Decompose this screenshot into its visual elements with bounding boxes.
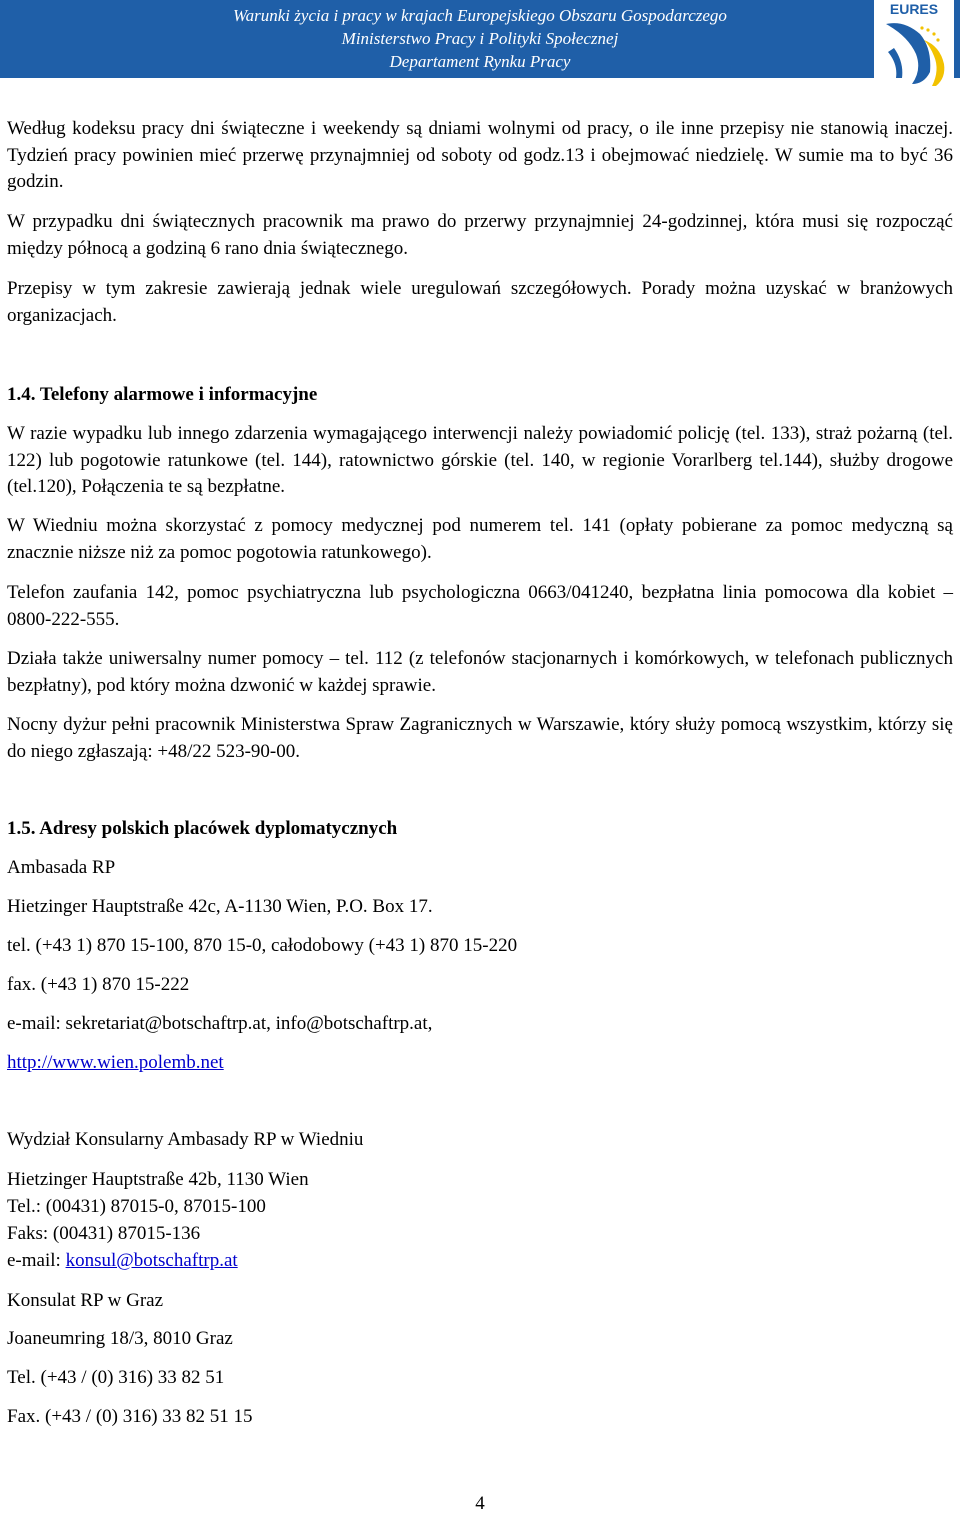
consular-name: Wydział Konsularny Ambasady RP w Wiedniu xyxy=(7,1129,364,1150)
paragraph-emergency-numbers: W razie wypadku lub innego zdarzenia wymagającego interwencji należy powiadomić policję (tel. 133), straż pożarną (tel. 122) lub pogotowie ratunkowe (tel. 144), ratownictwo górskie (tel. 140, w regionie Vorarlberg tel.144), służby drogowe (tel.120), Połączenia te są bezpłatne. xyxy=(7,423,953,497)
page-number: 4 xyxy=(475,1493,485,1514)
paragraph-helplines: Telefon zaufania 142, pomoc psychiatryczna lub psychologiczna 0663/041240, bezpłatna linia pomocowa dla kobiet – 0800-222-555. xyxy=(7,582,953,630)
heading-title: Adresy polskich placówek dyplomatycznych xyxy=(39,818,398,839)
paragraph-holidays: W przypadku dni świątecznych pracownik ma prawo do przerwy przynajmniej 24-godzinnej, która musi się rozpocząć między północą a godziną 6 rano dnia świątecznego. xyxy=(7,211,953,259)
consular-phone: Tel.: (00431) 87015-0, 87015-100 xyxy=(7,1196,266,1217)
heading-number: 1.4. xyxy=(7,384,36,405)
heading-title: Telefony alarmowe i informacyjne xyxy=(39,384,318,405)
consular-email xyxy=(7,1248,238,1274)
embassy-website-link[interactable]: http://www.wien.polemb.net xyxy=(7,1052,224,1073)
header-text xyxy=(170,4,790,73)
consular-fax: Faks: (00431) 87015-136 xyxy=(7,1223,201,1244)
consular-email-label: e-mail: xyxy=(7,1250,66,1271)
heading-section-1-5 xyxy=(7,816,397,842)
embassy-website xyxy=(7,1050,224,1076)
graz-consulate-address: Joaneumring 18/3, 8010 Graz xyxy=(7,1328,233,1349)
page-header xyxy=(0,0,960,78)
paragraph-weekends: Według kodeksu pracy dni świąteczne i weekendy są dniami wolnymi od pracy, o ile inne przepisy nie stanowią inaczej. Tydzień pracy powinien mieć przerwę przynajmniej od soboty od godz.13 i obejmować niedzielę. W sumie ma to być 36 godzin. xyxy=(7,118,953,192)
consular-address: Hietzinger Hauptstraße 42b, 1130 Wien xyxy=(7,1169,309,1190)
paragraph-112: Działa także uniwersalny numer pomocy – tel. 112 (z telefonów stacjonarnych i komórkowych, w telefonach publicznych bezpłatny), pod który można dzwonić w każdej sprawie. xyxy=(7,648,953,696)
header-line-3: Departament Rynku Pracy xyxy=(389,52,571,71)
graz-consulate-phone: Tel. (+43 / (0) 316) 33 82 51 xyxy=(7,1367,225,1388)
embassy-fax: fax. (+43 1) 870 15-222 xyxy=(7,974,190,995)
consular-email-link[interactable]: konsul@botschaftrp.at xyxy=(65,1250,238,1271)
header-line-1: Warunki życia i pracy w krajach Europejskiego Obszaru Gospodarczego xyxy=(233,6,727,25)
embassy-name: Ambasada RP xyxy=(7,857,116,878)
heading-number: 1.5. xyxy=(7,818,36,839)
embassy-email: e-mail: sekretariat@botschaftrp.at, info@botschaftrp.at, xyxy=(7,1013,433,1034)
paragraph-regulations: Przepisy w tym zakresie zawierają jednak wiele uregulowań szczegółowych. Porady można uzyskać w branżowych organizacjach. xyxy=(7,278,953,326)
paragraph-vienna-medical: W Wiedniu można skorzystać z pomocy medycznej pod numerem tel. 141 (opłaty pobierane za pomoc medyczną są znacznie niższe niż za pomoc pogotowia ratunkowego). xyxy=(7,515,953,563)
header-line-2: Ministerstwo Pracy i Polityki Społecznej xyxy=(341,29,619,48)
svg-text:EURES: EURES xyxy=(889,1,939,17)
embassy-address: Hietzinger Hauptstraße 42c, A-1130 Wien, P.O. Box 17. xyxy=(7,896,433,917)
embassy-phone: tel. (+43 1) 870 15-100, 870 15-0, całodobowy (+43 1) 870 15-220 xyxy=(7,935,518,956)
eures-logo-icon xyxy=(874,0,954,86)
graz-consulate-name: Konsulat RP w Graz xyxy=(7,1290,164,1311)
heading-section-1-4 xyxy=(7,382,317,408)
graz-consulate-fax: Fax. (+43 / (0) 316) 33 82 51 15 xyxy=(7,1406,253,1427)
paragraph-night-duty: Nocny dyżur pełni pracownik Ministerstwa Spraw Zagranicznych w Warszawie, który służy pomocą wszystkim, którzy się do niego zgłaszają: +48/22 523-90-00. xyxy=(7,714,953,762)
